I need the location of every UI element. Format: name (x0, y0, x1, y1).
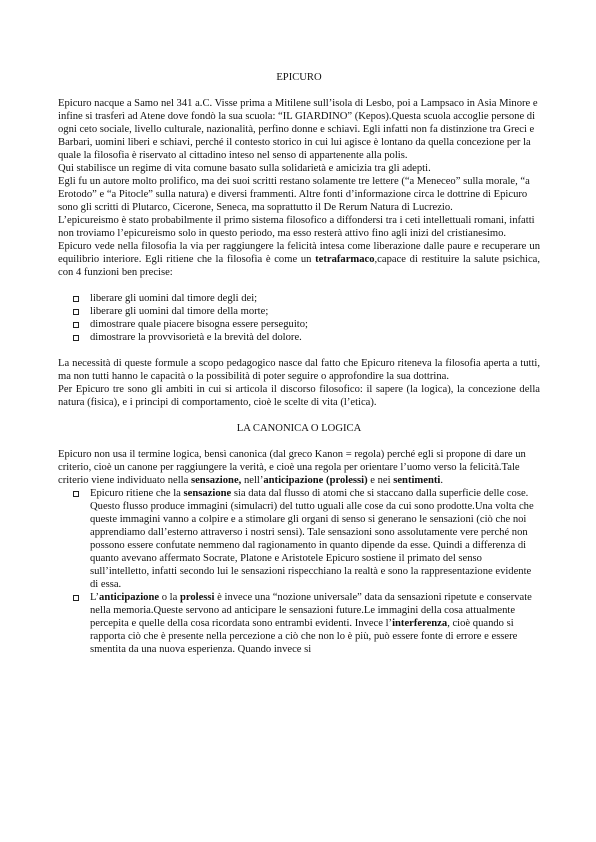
criterion-term: prolessi (179, 592, 215, 603)
functions-list (58, 292, 540, 344)
canonica-text: . (440, 475, 443, 486)
ambiti-paragraph: Per Epicuro tre sono gli ambiti in cui si articola il discorso filosofico: il sapere (la logica), la concezione della natura (fisica), e i principi di comportamento, cioè le scelte di vita (l’etica). (58, 384, 540, 408)
page-title: EPICURO (276, 72, 322, 83)
list-item: dimostrare quale piacere bisogna essere perseguito; (58, 318, 540, 331)
document-page (58, 71, 540, 656)
criterion-text: o la (159, 592, 180, 603)
tetrafarmaco-term: tetrafarmaco (315, 254, 375, 265)
canonica-text: Epicuro non usa il termine logica, bensì canonica (dal greco Kanon = regola) perché egli si propone di dare un criterio, cioè un canone per raggiungere la verità, e cioè una regola per orientare l’uomo verso la felicità.Tale criterio viene individuato nella (58, 449, 526, 486)
intro-paragraph-2: Qui stabilisce un regime di vita comune basato sulla solidarietà e amicizia tra gli adepti. (58, 163, 431, 174)
sentimenti-term: sentimenti (393, 475, 441, 486)
intro-paragraph-1: Epicuro nacque a Samo nel 341 a.C. Visse prima a Mitilene sull’isola di Lesbo, poi a Lampsaco in Asia Minore e infine si trasferì ad Atene dove fondò la sua scuola: “IL GIARDINO” (Kepos).Questa scuola accoglie persone di ogni ceto sociale, livello culturale, nazionalità, perfino donne e schiavi. Egli infatti non fa distinzione tra Greci e Barbari, uomini liberi e schiavi, perché il contesto storico in cui lui agisce è lontano da quella concezione per la quale la filosofia è riservato al cittadino inteso nel senso di appartenente alla polis. (58, 98, 538, 161)
criterion-term: interferenza (392, 618, 448, 629)
criteria-list (58, 487, 540, 656)
intro-paragraph-4: L’epicureismo è stato probabilmente il primo sistema filosofico a diffondersi tra i ceti intellettuali romani, infatti non troviamo l’epicureismo solo in questo periodo, ma esso resterà attivo fino agli inizi del cristianesimo. (58, 215, 535, 239)
section-title: LA CANONICA O LOGICA (236, 423, 362, 434)
list-item: liberare gli uomini dal timore degli dei; (58, 292, 540, 305)
canonica-text: nell’ (241, 475, 264, 486)
tetrafarmaco-paragraph (58, 240, 540, 279)
sensazione-term: sensazione, (190, 475, 242, 486)
criterion-text: sia data dal flusso di atomi che si staccano dalla superficie delle cose. Questo flusso produce immagini (simulacri) del tutto uguali alle cose da cui sono prodotte.Una volta che queste immagini vanno a colpire e a stimolare gli organi di senso si generano le sensazioni (ciò che noi apprendiamo dall’esterno attraverso i nostri sensi). Tale sensazioni sono assolutamente vere perché non possono essere confutate nemmeno dal ragionamento in quanto dipende da esse. Quindi a differenza di quanto avevano affermato Socrate, Platone e Aristotele Epicuro sostiene il primato del senso sull’intelletto, infatti secondo lui le sensazioni rispecchiano la realtà e sono la rappresentazione evidente di essa. (90, 488, 534, 590)
list-item (58, 487, 540, 591)
list-item (58, 591, 540, 656)
list-item: dimostrare la provvisorietà e la brevità del dolore. (58, 331, 540, 344)
criterion-text: è invece una “nozione universale” data da sensazioni ripetute e conservate nella memoria.Queste servono ad anticipare le sensazioni future.Le immagini della cosa attualmente percepita e quelle della cosa ricordata sono entrambi evidenti. Invece l’ (90, 592, 532, 629)
tetra-text-before: Epicuro vede nella filosofia la via per raggiungere la felicità intesa come liberazione dalle paure e recuperare un equilibrio interiore. Egli ritiene che la filosofia è come un (58, 241, 540, 265)
anticipazione-term: anticipazione (prolessi) (263, 475, 368, 486)
intro-paragraph-3: Egli fu un autore molto prolifico, ma dei suoi scritti restano solamente tre lettere (“a Meneceo” sulla morale, “a Erotodo” e “a Pitocle” sulla natura) e diversi frammenti. Altre fonti d’informazione circa le dottrine di Epicuro sono gli scritti di Plutarco, Cicerone, Seneca, ma soprattutto il De Rerum Natura di Lucrezio. (58, 176, 530, 213)
canonica-text: e nei (367, 475, 394, 486)
criterion-text: , cioè quando si rapporta ciò che è presente nella percezione a ciò che non lo è più, può essere fonte di errore e essere smentita da una nuova esperienza. Quando invece si (90, 618, 518, 655)
tetra-text-after: ,capace di restituire la salute psichica, con 4 funzioni ben precise: (58, 254, 540, 278)
criterion-text: L’ (90, 592, 100, 603)
list-item: liberare gli uomini dal timore della morte; (58, 305, 540, 318)
criterion-term: sensazione (183, 488, 232, 499)
criterion-term: anticipazione (99, 592, 160, 603)
canonica-paragraph (58, 448, 540, 487)
formula-paragraph: La necessità di queste formule a scopo pedagogico nasce dal fatto che Epicuro riteneva la filosofia aperta a tutti, ma non tutti hanno le capacità o la possibilità di poter seguire o approfondire la sua dottrina. (58, 358, 540, 382)
criterion-text: Epicuro ritiene che la (90, 488, 184, 499)
